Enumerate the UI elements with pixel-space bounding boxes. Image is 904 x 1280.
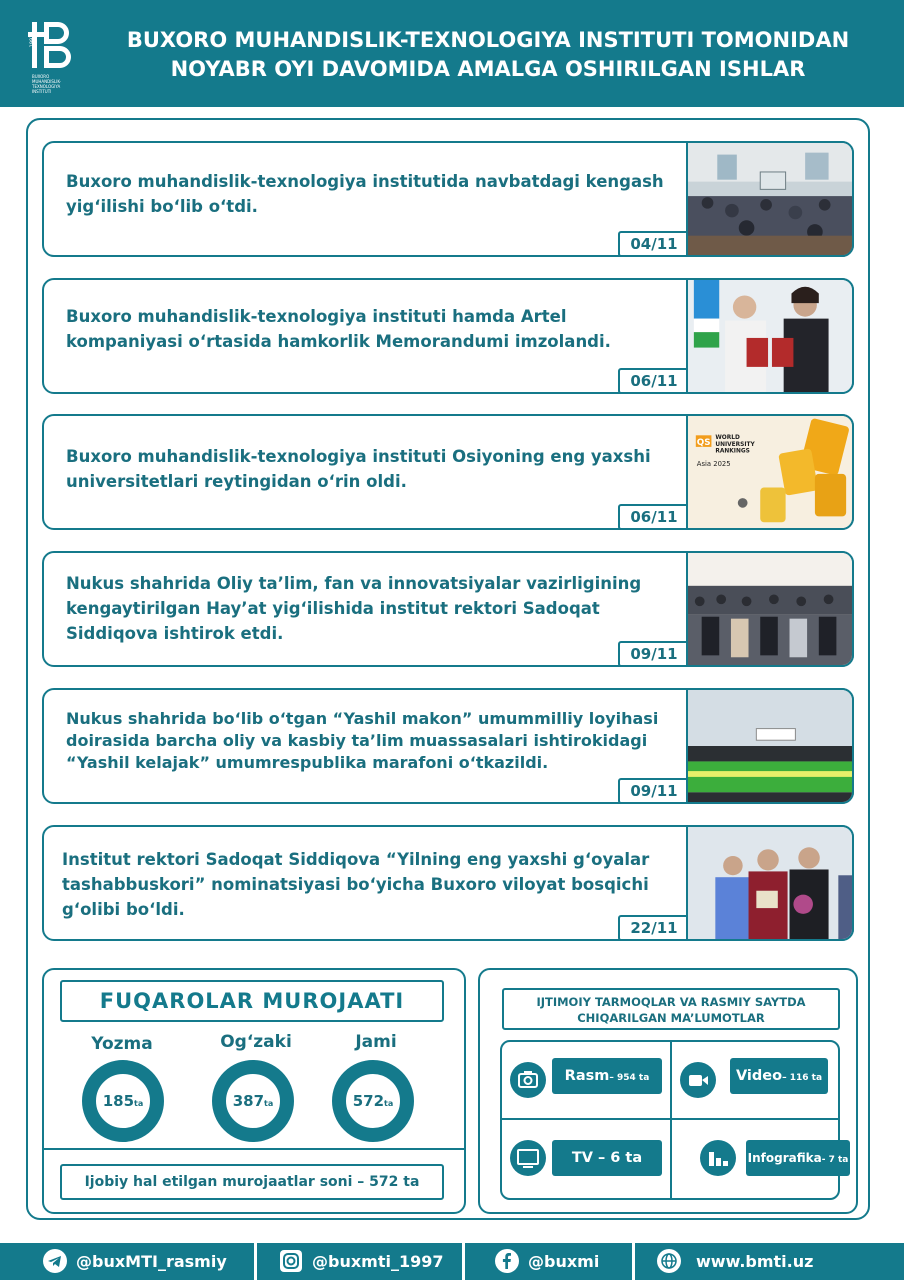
logo-year: 1997: [29, 34, 36, 48]
page-header: [0, 0, 904, 107]
qs-brand: QS: [696, 438, 711, 448]
page-title-line2: NOYABR OYI DAVOMIDA AMALGA OSHIRILGAN ISHLAR: [170, 57, 806, 81]
appeals-result: Ijobiy hal etilgan murojaatlar soni – 572 ta: [60, 1164, 444, 1200]
footer-instagram[interactable]: [278, 1243, 444, 1280]
social-panel: [478, 968, 858, 1214]
stat-ring-yozma: [82, 1060, 164, 1142]
news-date: 06/11: [618, 368, 690, 394]
news-date: 04/11: [618, 231, 690, 257]
stat-infographics: [746, 1140, 850, 1176]
stat-photos-count: – 954 ta: [609, 1073, 650, 1083]
stat-label-ogzaki: Og‘zaki: [220, 1032, 292, 1052]
memorandum-signing-photo[interactable]: [686, 278, 854, 394]
stat-infographics-label: Infografika: [747, 1151, 822, 1165]
appeals-divider: [44, 1148, 464, 1150]
instagram-icon: [278, 1248, 304, 1274]
stat-value: 185: [102, 1092, 135, 1110]
news-date: 06/11: [618, 504, 690, 530]
stat-videos: [730, 1058, 828, 1094]
news-text: Institut rektori Sadoqat Siddiqova “Yilning eng yaxshi g‘oyalar tashabbuskori” nominatsiyasi bo‘yicha Buxoro viloyat bosqichi g‘olibi bo‘ldi.: [62, 850, 650, 919]
stat-unit: ta: [264, 1099, 274, 1108]
footer-telegram[interactable]: [42, 1243, 227, 1280]
stat-value: 387: [232, 1092, 265, 1110]
qs-ranking-image[interactable]: [686, 414, 854, 530]
facebook-icon: [494, 1248, 520, 1274]
social-title-line2: CHIQARILGAN MA’LUMOTLAR: [577, 1011, 765, 1025]
news-card[interactable]: [42, 141, 854, 257]
social-title: [502, 988, 840, 1030]
stat-tv-count: – 6 ta: [592, 1150, 643, 1166]
tv-icon: [510, 1140, 546, 1176]
footer-separator: [254, 1243, 257, 1280]
stat-photos-label: Rasm: [564, 1068, 610, 1084]
green-marathon-photo[interactable]: [686, 688, 854, 804]
social-title-line1: IJTIMOIY TARMOQLAR VA RASMIY SAYTDA: [536, 995, 806, 1009]
social-stats-grid: [500, 1040, 849, 1200]
stat-ring-ogzaki: [212, 1060, 294, 1142]
stat-label-yozma: Yozma: [91, 1034, 153, 1054]
news-date: 22/11: [618, 915, 690, 941]
bar-chart-icon: [700, 1140, 736, 1176]
stat-unit: ta: [134, 1099, 144, 1108]
qs-edition: Asia 2025: [696, 460, 731, 469]
footer-website[interactable]: [656, 1243, 813, 1280]
stat-label-jami: Jami: [355, 1032, 397, 1052]
appeals-title: FUQAROLAR MUROJAATI: [60, 980, 444, 1022]
news-card[interactable]: [42, 414, 854, 530]
appeals-panel: [42, 968, 466, 1214]
footer-instagram-handle: @buxmti_1997: [312, 1252, 444, 1271]
video-camera-icon: [680, 1062, 716, 1098]
stat-unit: ta: [384, 1099, 394, 1108]
stat-infographics-count: - 7 ta: [821, 1155, 849, 1165]
stat-value: 572: [352, 1092, 385, 1110]
stat-photos: [552, 1058, 662, 1094]
board-meeting-photo[interactable]: [686, 551, 854, 667]
footer-separator: [632, 1243, 635, 1280]
qs-line3: RANKINGS: [715, 448, 750, 455]
telegram-icon: [42, 1248, 68, 1274]
news-card[interactable]: [42, 551, 854, 667]
news-text: Nukus shahrida bo‘lib o‘tgan “Yashil makon” umummilliy loyihasi doirasida barcha oliy va kasbiy ta’lim muassasalari ishtirokidagi “Yashil kelajak” umumrespublika marafoni o‘tkazildi.: [66, 709, 659, 772]
logo-caption: BUXORO MUHANDISLIK- TEXNOLOGIYA INSTITUTI: [32, 74, 61, 94]
news-date: 09/11: [618, 641, 690, 667]
page-footer: [0, 1243, 904, 1280]
qs-line1: WORLD: [715, 435, 740, 442]
footer-facebook[interactable]: [494, 1243, 599, 1280]
stat-tv-label: TV: [571, 1150, 593, 1166]
page-title-line1: BUXORO MUHANDISLIK-TEXNOLOGIYA INSTITUTI TOMONIDAN: [126, 28, 850, 52]
institute-logo: [26, 20, 74, 94]
stat-videos-label: Video: [735, 1068, 783, 1084]
footer-website-url: www.bmti.uz: [696, 1252, 814, 1271]
stat-videos-count: – 116 ta: [782, 1073, 823, 1083]
stat-tv: [552, 1140, 662, 1176]
news-text: Buxoro muhandislik-texnologiya institutida navbatdagi kengash yig‘ilishi bo‘lib o‘tdi.: [66, 172, 664, 216]
qs-line2: UNIVERSITY: [715, 441, 755, 448]
grid-divider: [670, 1042, 672, 1198]
footer-telegram-handle: @buxMTI_rasmiy: [76, 1252, 227, 1271]
news-text: Buxoro muhandislik-texnologiya instituti hamda Artel kompaniyasi o‘rtasida hamkorlik Memorandumi imzolandi.: [66, 307, 611, 351]
meeting-hall-photo[interactable]: [686, 141, 854, 257]
news-text: Nukus shahrida Oliy ta’lim, fan va innovatsiyalar vazirligining kengaytirilgan Hay’at yig‘ilishida institut rektori Sadoqat Siddiqova ishtirok etdi.: [66, 574, 642, 643]
news-card[interactable]: [42, 825, 854, 941]
news-text: Buxoro muhandislik-texnologiya instituti Osiyoning eng yaxshi universitetlari reytingidan o‘rin oldi.: [66, 447, 651, 491]
footer-facebook-handle: @buxmi: [528, 1252, 600, 1271]
grid-divider: [502, 1118, 838, 1120]
camera-icon: [510, 1062, 546, 1098]
page-title: [80, 26, 896, 84]
globe-icon: [656, 1248, 682, 1274]
award-ceremony-photo[interactable]: [686, 825, 854, 941]
footer-separator: [462, 1243, 465, 1280]
stat-ring-jami: [332, 1060, 414, 1142]
news-date: 09/11: [618, 778, 690, 804]
news-card[interactable]: [42, 688, 854, 804]
news-card[interactable]: [42, 278, 854, 394]
